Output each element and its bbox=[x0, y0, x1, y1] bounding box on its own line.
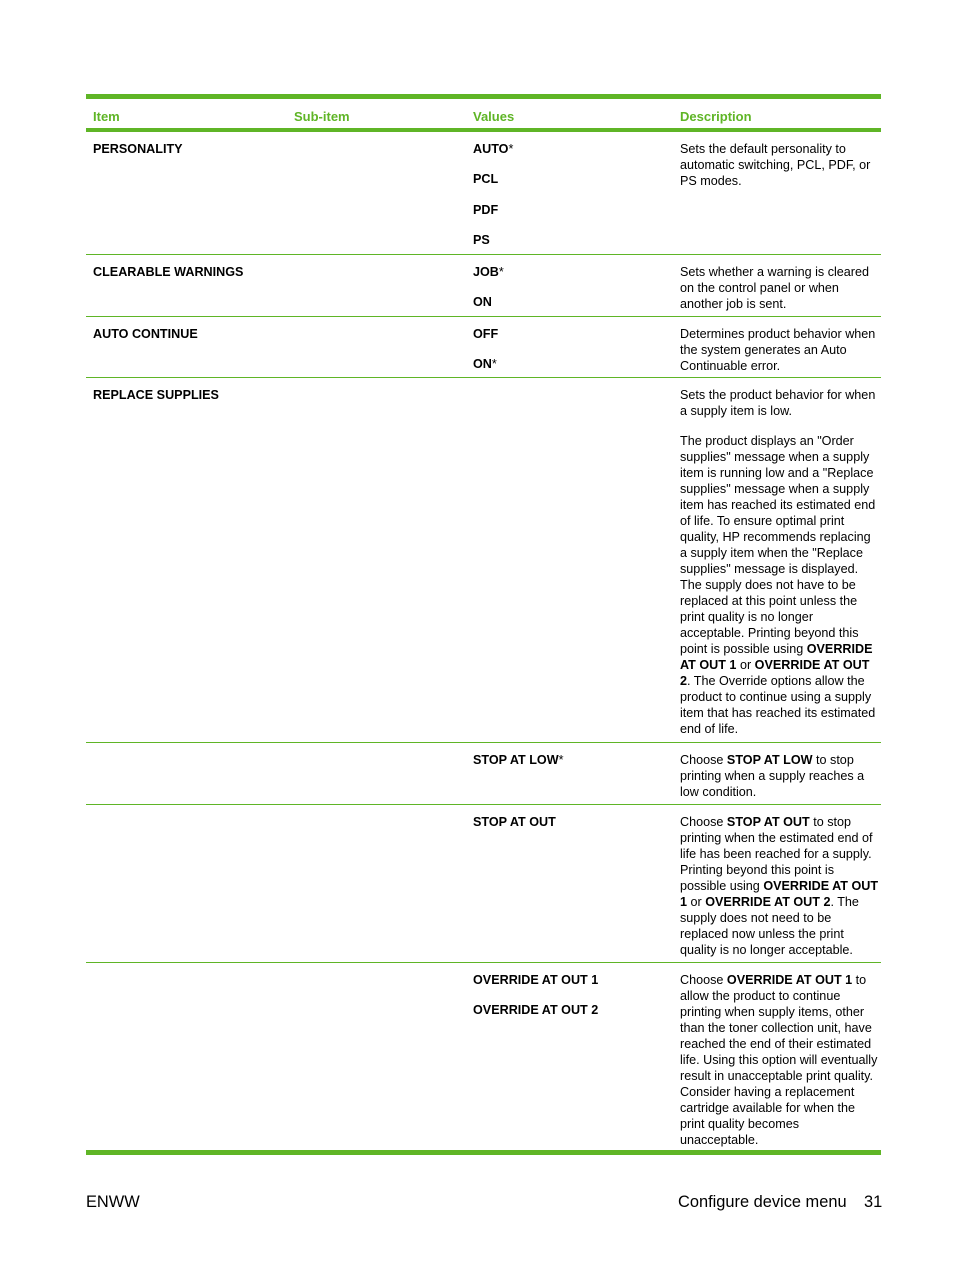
table-row bbox=[86, 805, 881, 963]
item-replace-supplies: REPLACE SUPPLIES bbox=[93, 388, 219, 402]
value-option: PDF bbox=[473, 202, 499, 217]
values-cell bbox=[473, 141, 663, 262]
value-option: JOB* bbox=[473, 265, 504, 279]
value-option: PCL bbox=[473, 172, 499, 187]
values-cell bbox=[473, 752, 663, 782]
description-cell: Choose OVERRIDE AT OUT 1 to allow the product to continue printing when supply items, other than the toner collection unit, have reached the end of their estimated life. Using this option will eventually result in unacceptable print quality. Consider having a replacement cartridge available for when the print quality becomes unacceptable. bbox=[680, 973, 878, 1147]
value-option: STOP AT LOW* bbox=[473, 753, 564, 767]
value-option: STOP AT OUT bbox=[473, 815, 556, 829]
description-cell: Sets whether a warning is cleared on the control panel or when another job is sent. bbox=[680, 265, 870, 311]
item-personality: PERSONALITY bbox=[93, 142, 183, 156]
page-number: 31 bbox=[864, 1193, 883, 1211]
table-row bbox=[86, 378, 881, 743]
value-option: OVERRIDE AT OUT 1 bbox=[473, 973, 599, 987]
table-row bbox=[86, 963, 881, 1155]
description-cell: Choose STOP AT LOW to stop printing when a supply reaches a low condition. bbox=[680, 753, 865, 799]
values-cell bbox=[473, 814, 663, 844]
value-option: PS bbox=[473, 232, 490, 247]
item-clearable-warnings: CLEARABLE WARNINGS bbox=[93, 265, 244, 279]
description-cell: Choose STOP AT OUT to stop printing when the estimated end of life has been reached for a supply. Printing beyond this point is possible using OVERRIDE AT OUT 1 or OVERRIDE AT OUT 2. The supply does not need to be replaced now unless the print quality is no longer acceptable. bbox=[680, 815, 879, 957]
value-option: OVERRIDE AT OUT 2 bbox=[473, 1003, 599, 1018]
settings-table bbox=[86, 94, 881, 1155]
footer-left: ENWW bbox=[86, 1193, 140, 1211]
description-paragraph: The product displays an "Order supplies" message when a supply item is running low and a "Replace supplies" message when a supply item has reached its estimated end of life. To ensure optimal print quality, HP recommends replacing a supply item when the "Replace supplies" message is displayed. The supply does not have to be replaced at this point unless the print quality is no longer acceptable. Printing beyond this point is possible using OVERRIDE AT OUT 1 or OVERRIDE AT OUT 2. The Override options allow the product to continue using a supply item that has reached its estimated end of life. bbox=[680, 434, 876, 736]
item-auto-continue: AUTO CONTINUE bbox=[93, 327, 198, 341]
value-option: ON bbox=[473, 295, 492, 310]
description-cell: Determines product behavior when the system generates an Auto Continuable error. bbox=[680, 327, 876, 373]
table-row bbox=[86, 132, 881, 255]
value-option: AUTO* bbox=[473, 142, 514, 156]
value-option: OFF bbox=[473, 327, 499, 341]
value-option: ON* bbox=[473, 357, 497, 372]
header-item: Item bbox=[93, 109, 120, 124]
values-cell bbox=[473, 972, 663, 1033]
table-row bbox=[86, 743, 881, 805]
values-cell bbox=[473, 264, 663, 325]
table-row bbox=[86, 255, 881, 317]
table-header bbox=[86, 99, 881, 132]
header-values: Values bbox=[473, 109, 515, 124]
header-subitem: Sub-item bbox=[294, 109, 350, 124]
description-cell: Sets the default personality to automatic switching, PCL, PDF, or PS modes. bbox=[680, 142, 871, 188]
footer-title: Configure device menu bbox=[678, 1193, 847, 1211]
header-description: Description bbox=[680, 109, 752, 124]
table-row bbox=[86, 317, 881, 378]
description-paragraph: Sets the product behavior for when a supply item is low. bbox=[680, 388, 876, 418]
description-cell bbox=[680, 387, 880, 737]
